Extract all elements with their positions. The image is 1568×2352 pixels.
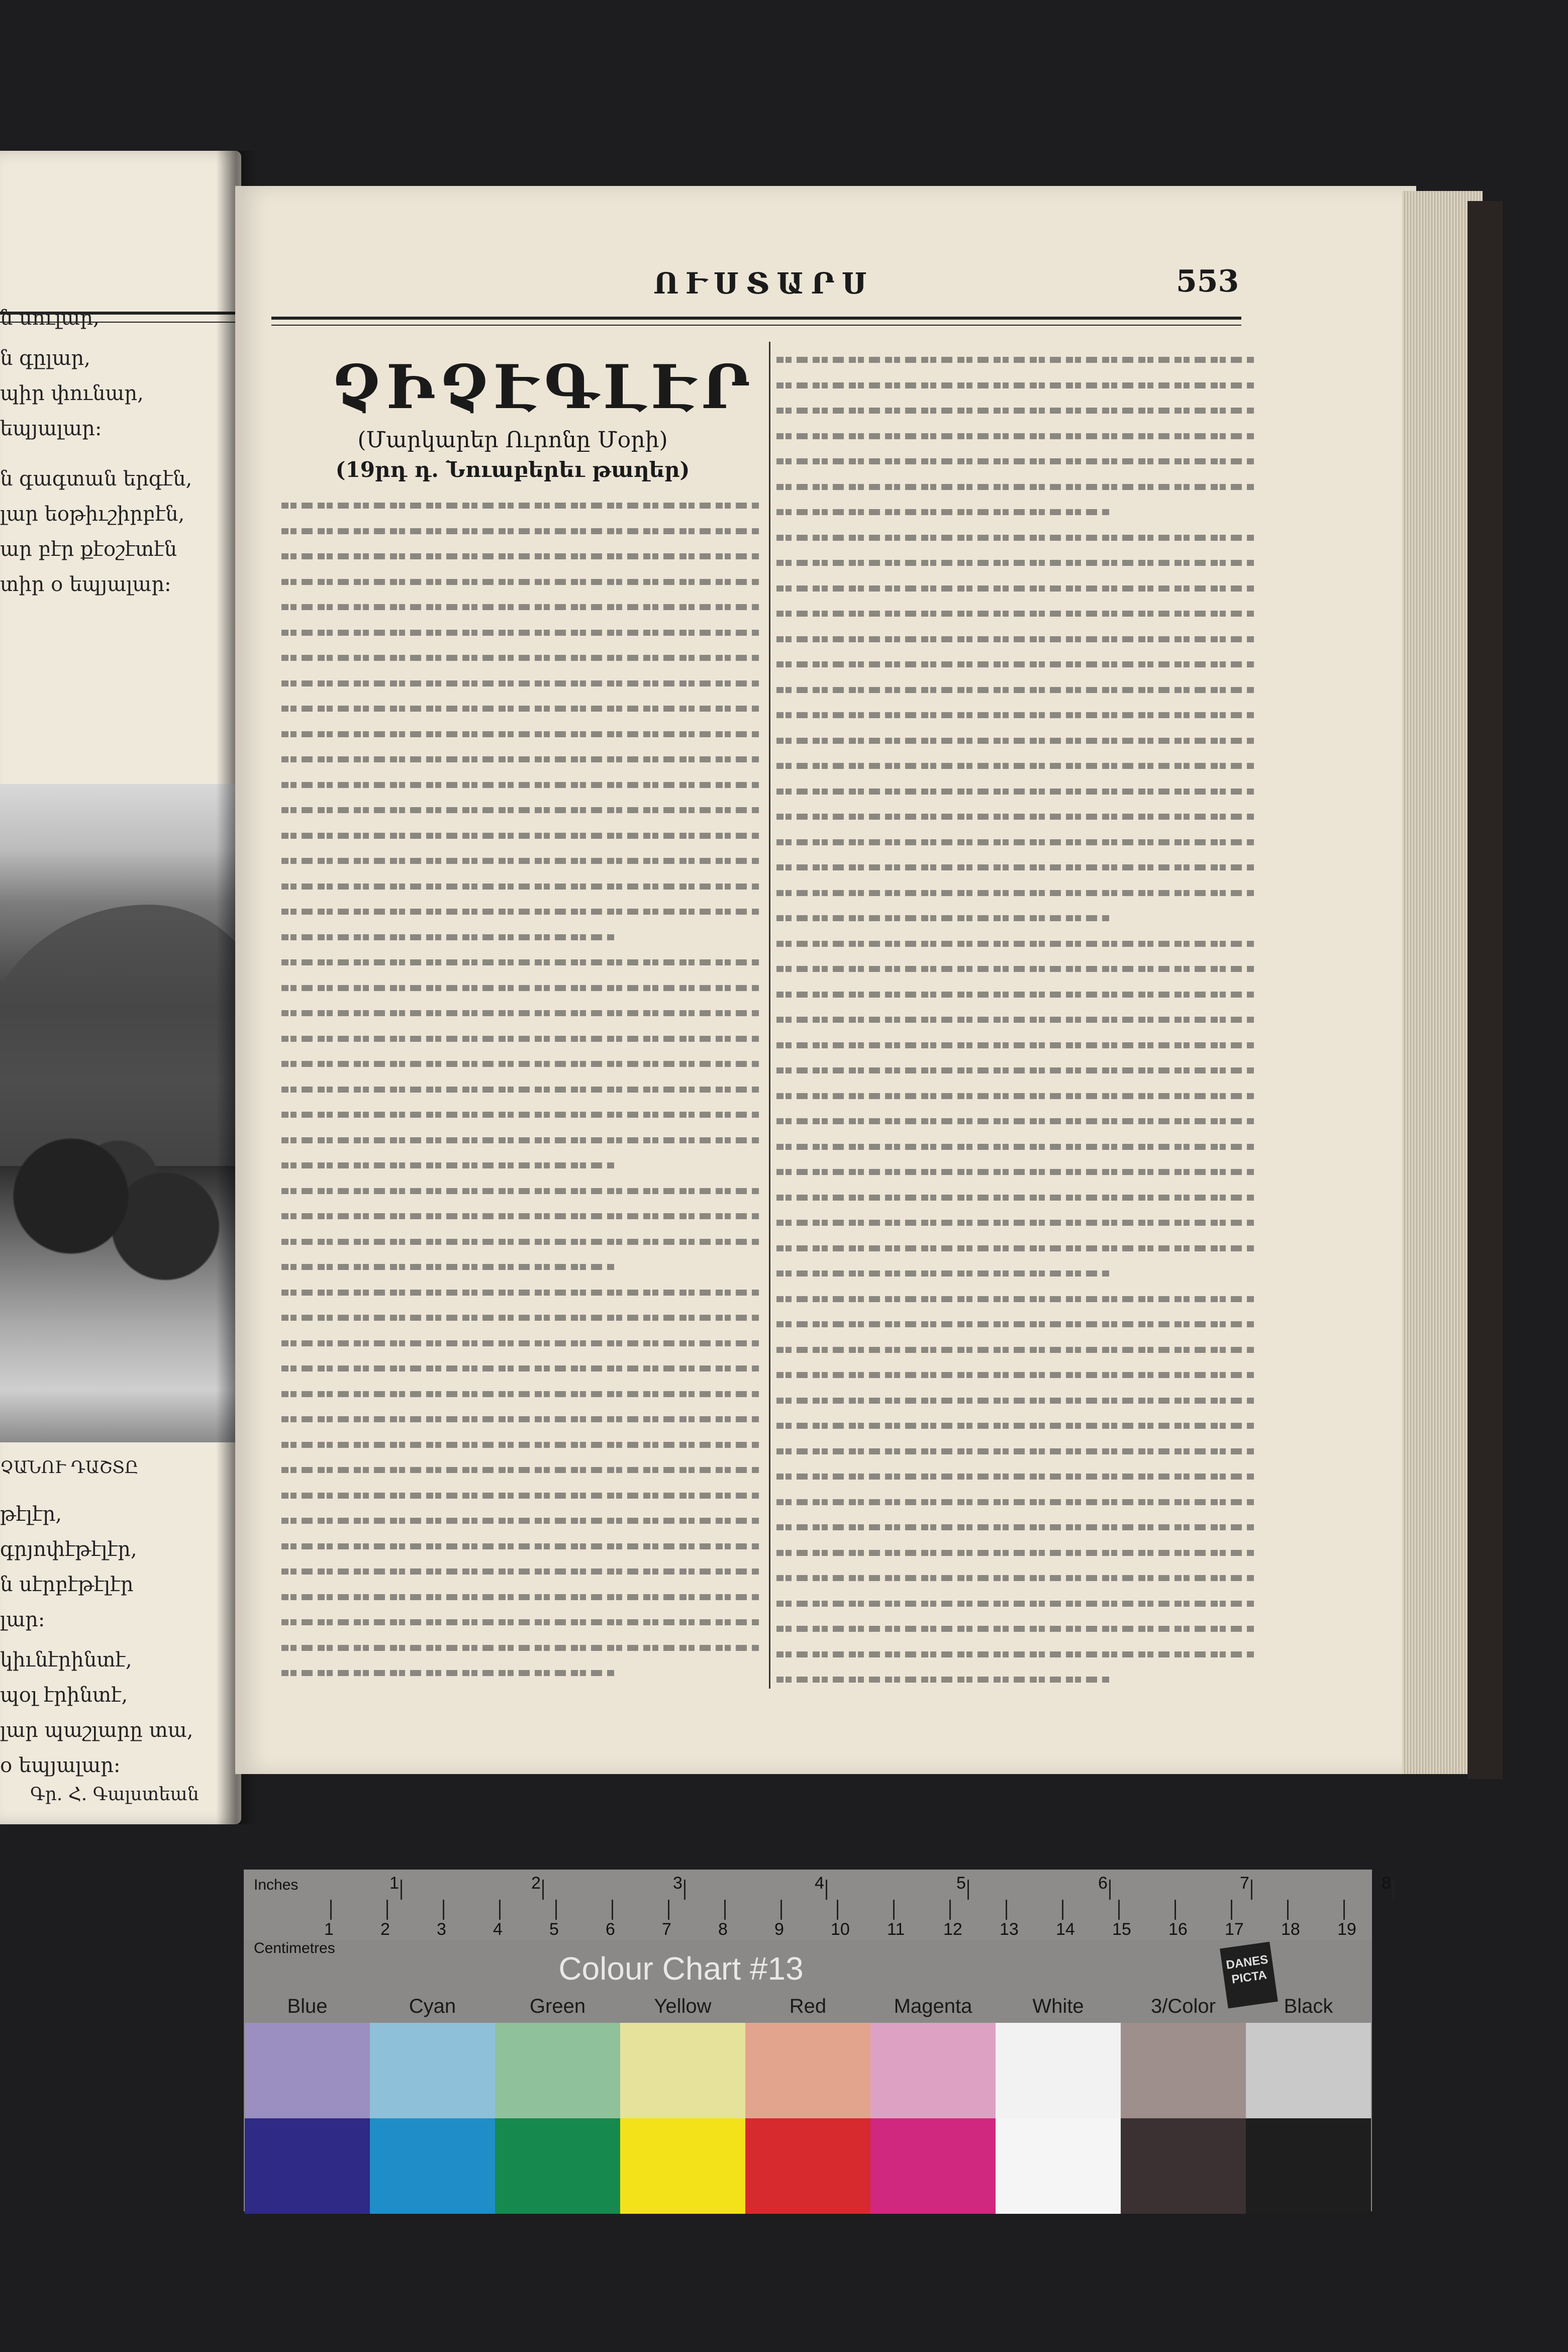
inch-ruler [244, 1870, 1372, 1901]
text-line [776, 1134, 1254, 1159]
text-line [281, 1508, 759, 1533]
inch-number: 8 [1382, 1874, 1391, 1893]
text-line [776, 550, 1254, 575]
colour-swatch-light [1246, 2023, 1371, 2118]
photo-caption: ՉԱՆՈՒ ԴԱՇՏԸ [0, 1457, 139, 1478]
cm-number: 10 [831, 1920, 850, 1939]
running-head: ՈՒՍՏԱՐՍ [653, 266, 874, 301]
article-body-left-column [281, 493, 759, 1699]
text-line [776, 1514, 1254, 1540]
left-verse-line: ն գագտան երգէն, [0, 467, 192, 491]
cm-number: 7 [662, 1920, 671, 1939]
colour-swatch-dark [745, 2118, 870, 2214]
text-line [281, 1355, 759, 1381]
text-line [776, 1311, 1254, 1337]
swatch-label: Black [1284, 1995, 1333, 2017]
colour-swatch-dark [1246, 2118, 1371, 2214]
swatch-label: Yellow [654, 1995, 712, 2017]
cm-tick [555, 1900, 557, 1920]
text-line [776, 601, 1254, 626]
colour-swatch-light [245, 2023, 370, 2118]
text-line [776, 1591, 1254, 1616]
text-line [281, 899, 759, 924]
cm-number: 12 [943, 1920, 962, 1939]
text-line [281, 975, 759, 1001]
cm-tick [780, 1900, 782, 1920]
colour-swatch-light [495, 2023, 620, 2118]
inch-number: 3 [673, 1874, 682, 1893]
text-line [776, 728, 1254, 753]
inch-tick [1251, 1880, 1252, 1900]
text-line [281, 1330, 759, 1356]
text-line [776, 1438, 1254, 1464]
text-line [776, 829, 1254, 855]
text-line [776, 880, 1254, 906]
colour-swatch-dark [495, 2118, 620, 2214]
cm-number: 4 [493, 1920, 503, 1939]
text-line [776, 931, 1254, 956]
text-line [776, 982, 1254, 1007]
text-line [281, 543, 759, 569]
text-line [776, 677, 1254, 703]
left-verse-line: պիր փունար, [0, 382, 144, 405]
cm-number: 1 [324, 1920, 334, 1939]
swatch-label: Cyan [409, 1995, 456, 2017]
colour-swatch-dark [370, 2118, 495, 2214]
cm-tick [386, 1900, 388, 1920]
text-line [281, 823, 759, 848]
text-line [776, 448, 1254, 474]
text-line [281, 1406, 759, 1432]
text-line [776, 1540, 1254, 1565]
text-line [776, 1463, 1254, 1489]
cm-number: 11 [887, 1920, 905, 1939]
text-line [281, 1609, 759, 1635]
left-verse-line: եպյալար։ [0, 417, 102, 440]
cm-ruler [244, 1900, 1372, 1940]
text-line [281, 493, 759, 518]
text-line [776, 1388, 1254, 1413]
text-line [281, 1381, 759, 1407]
left-page [0, 151, 241, 1824]
swatch-label: White [1032, 1995, 1084, 2017]
text-line [281, 1229, 759, 1254]
left-verse-line: տիր օ եպյալար։ [0, 573, 171, 596]
text-line [281, 1432, 759, 1457]
text-line [281, 1178, 759, 1204]
text-line [776, 1210, 1254, 1235]
left-verse-line: օ եպյալար։ [0, 1754, 121, 1777]
cm-tick [499, 1900, 501, 1920]
swatch-label: Green [529, 1995, 586, 2017]
text-line [281, 670, 759, 696]
left-verse-line: ար բէր քէօշէտէն [0, 538, 177, 561]
text-line [776, 372, 1254, 398]
cm-number: 2 [380, 1920, 390, 1939]
colour-chart [244, 1870, 1391, 2211]
text-line [776, 347, 1254, 372]
article-body-right-column [776, 347, 1254, 1704]
inch-tick [684, 1880, 685, 1900]
left-verse-line: թէլէր, [0, 1503, 62, 1526]
text-line [776, 1185, 1254, 1210]
cm-number: 14 [1056, 1920, 1075, 1939]
inch-tick [1109, 1880, 1111, 1900]
colour-swatch-light [620, 2023, 745, 2118]
book-cover [1467, 201, 1503, 1779]
text-line [776, 1362, 1254, 1388]
text-line [281, 1558, 759, 1584]
inch-number: 6 [1098, 1874, 1108, 1893]
colour-swatch-light [1121, 2023, 1246, 2118]
left-verse-line: լար պաշլարը տա, [0, 1719, 193, 1742]
chart-logo: DANES PICTA [1220, 1942, 1278, 2009]
cm-number: 3 [437, 1920, 446, 1939]
text-line [776, 1159, 1254, 1185]
cm-tick [1118, 1900, 1120, 1920]
text-line [281, 1635, 759, 1660]
article-note: (19րդ դ. Նուաբերեւ թաղեր) [335, 457, 690, 482]
text-line [281, 1457, 759, 1483]
inch-tick [542, 1880, 544, 1900]
cm-tick [1174, 1900, 1176, 1920]
text-line [776, 1083, 1254, 1109]
text-line [281, 1305, 759, 1330]
text-line [776, 1057, 1254, 1083]
inch-tick [401, 1880, 402, 1900]
column-divider [769, 342, 770, 1689]
text-line [776, 1337, 1254, 1362]
inch-number: 2 [531, 1874, 541, 1893]
text-line [776, 1616, 1254, 1641]
text-line [776, 778, 1254, 804]
cm-number: 6 [606, 1920, 615, 1939]
cm-tick [837, 1900, 838, 1920]
inch-number: 5 [956, 1874, 966, 1893]
landscape-photo [0, 784, 236, 1442]
text-line [776, 1286, 1254, 1312]
text-line [281, 696, 759, 721]
colour-swatch-light [870, 2023, 996, 2118]
text-line [281, 721, 759, 747]
text-line [281, 746, 759, 772]
cm-number: 8 [718, 1920, 728, 1939]
cm-number: 13 [1000, 1920, 1019, 1939]
text-line [776, 1032, 1254, 1058]
text-line [281, 1584, 759, 1610]
text-line [776, 1413, 1254, 1438]
inch-number: 4 [815, 1874, 824, 1893]
text-line [281, 1203, 759, 1229]
text-line [776, 753, 1254, 778]
swatch-label: Blue [287, 1995, 328, 2017]
text-line [776, 1235, 1254, 1261]
swatch-label: Red [789, 1995, 827, 2017]
text-line [281, 1254, 759, 1280]
cm-tick [612, 1900, 613, 1920]
cm-tick [1231, 1900, 1232, 1920]
inch-tick [826, 1880, 827, 1900]
left-verse-line: ն սուլար, [0, 307, 100, 330]
inch-tick [967, 1880, 969, 1900]
text-line [281, 1152, 759, 1178]
text-line [776, 804, 1254, 829]
colour-swatch-dark [245, 2118, 370, 2214]
left-verse-line: գրյոփէթէլէր, [0, 1538, 137, 1561]
cm-number: 15 [1112, 1920, 1131, 1939]
text-line [776, 702, 1254, 728]
text-line [776, 1489, 1254, 1515]
cm-number: 9 [774, 1920, 784, 1939]
left-verse-line: լար։ [0, 1608, 45, 1631]
text-line [776, 423, 1254, 449]
text-line [776, 575, 1254, 601]
text-line [281, 1000, 759, 1026]
page-number: 553 [1176, 264, 1239, 299]
text-line [281, 924, 759, 950]
colour-swatch-light [745, 2023, 870, 2118]
text-line [776, 1565, 1254, 1591]
text-line [281, 848, 759, 873]
text-line [776, 499, 1254, 525]
text-line [281, 1026, 759, 1051]
text-line [776, 905, 1254, 931]
text-line [281, 1533, 759, 1559]
text-line [776, 854, 1254, 880]
cm-tick [893, 1900, 895, 1920]
cm-number: 19 [1337, 1920, 1356, 1939]
cm-number: 18 [1281, 1920, 1300, 1939]
inch-number: 7 [1240, 1874, 1249, 1893]
text-line [281, 1051, 759, 1076]
text-line [281, 645, 759, 670]
text-line [281, 518, 759, 544]
text-line [281, 772, 759, 798]
colour-swatch-dark [620, 2118, 745, 2214]
cm-number: 16 [1168, 1920, 1188, 1939]
cm-number: 5 [549, 1920, 559, 1939]
text-line [281, 1127, 759, 1153]
text-line [281, 1660, 759, 1686]
signature: Գր. Հ. Գալստեան [30, 1784, 199, 1805]
text-line [776, 626, 1254, 652]
text-line [281, 620, 759, 645]
cm-tick [724, 1900, 726, 1920]
text-line [281, 873, 759, 899]
header-rule [271, 317, 1241, 326]
text-line [281, 1280, 759, 1305]
article-title: ՉԻՉԷԳԼԷՐ [332, 352, 755, 423]
cm-tick [1287, 1900, 1289, 1920]
swatch-label: Magenta [894, 1995, 972, 2017]
left-verse-line: ն գըլար, [0, 347, 90, 370]
colour-chart-title: Colour Chart #13 [558, 1950, 804, 1987]
inch-tick [1393, 1880, 1394, 1900]
text-line [776, 1641, 1254, 1667]
text-line [281, 1076, 759, 1102]
colour-swatch-light [996, 2023, 1121, 2118]
cm-tick [668, 1900, 669, 1920]
article-subtitle: (Մարկարեր Ուրոնը Մօրի) [357, 427, 668, 453]
text-line [776, 1007, 1254, 1032]
colour-swatch-light [370, 2023, 495, 2118]
swatch-label: 3/Color [1151, 1995, 1216, 2017]
colour-swatch-dark [1121, 2118, 1246, 2214]
text-line [776, 1667, 1254, 1692]
text-line [776, 525, 1254, 550]
text-line [776, 651, 1254, 677]
text-line [281, 797, 759, 823]
text-line [776, 398, 1254, 423]
text-line [776, 1108, 1254, 1134]
text-line [776, 956, 1254, 982]
text-line [281, 569, 759, 595]
inches-label: Inches [254, 1877, 299, 1893]
text-line [776, 1260, 1254, 1286]
text-line [281, 1483, 759, 1508]
left-verse-line: ն սէրբէթէլէր [0, 1573, 134, 1596]
left-verse-line: պօլ էրինտէ, [0, 1684, 128, 1707]
cm-tick [1343, 1900, 1345, 1920]
cm-tick [330, 1900, 332, 1920]
text-line [281, 1102, 759, 1127]
left-verse-line: լար եօթիւշիրբէն, [0, 503, 185, 526]
text-line [281, 949, 759, 975]
text-line [776, 474, 1254, 500]
text-line [281, 594, 759, 620]
centimetres-label: Centimetres [254, 1940, 335, 1956]
inch-number: 1 [389, 1874, 399, 1893]
cm-tick [949, 1900, 951, 1920]
cm-tick [1006, 1900, 1007, 1920]
left-verse-line: կիւնէրինտէ, [0, 1648, 132, 1672]
cm-tick [1062, 1900, 1063, 1920]
colour-swatch-dark [996, 2118, 1121, 2214]
cm-number: 17 [1225, 1920, 1244, 1939]
colour-swatch-dark [870, 2118, 996, 2214]
cm-tick [443, 1900, 444, 1920]
